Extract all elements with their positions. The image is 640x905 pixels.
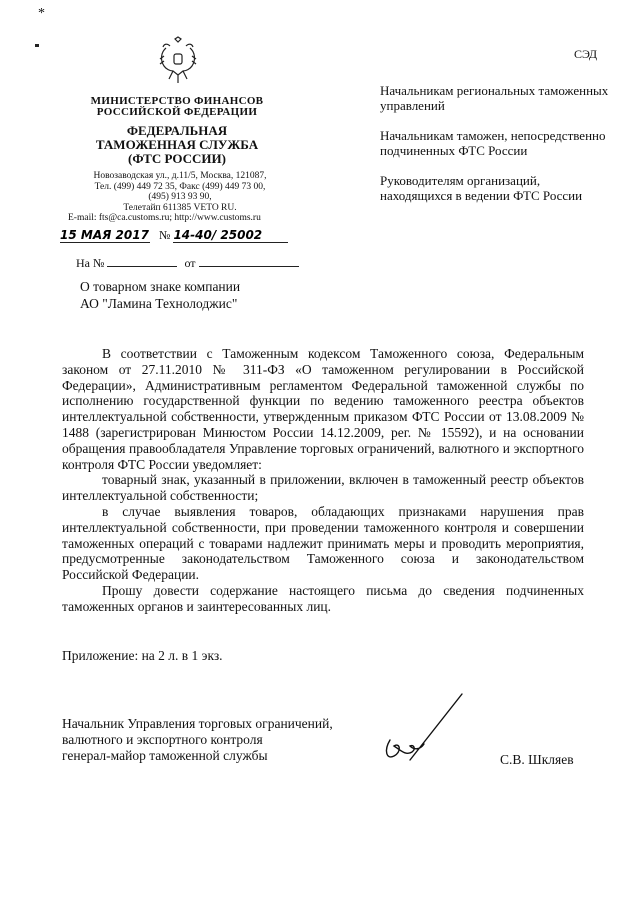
ministry-line1: МИНИСТЕРСТВО ФИНАНСОВ [90, 95, 264, 107]
from-label: от [184, 256, 196, 270]
body-paragraph-3: в случае выявления товаров, обладающих признаками нарушения прав интеллектуальной собственности, при проведении таможенного контроля и совершении таможенных операций с товарами надлежит принимать меры и проводить мероприятия, предусмотренные законодательством Таможенного союза и законодательством Российской Федерации. [62, 503, 584, 583]
service-line1: ФЕДЕРАЛЬНАЯ [126, 123, 228, 138]
recipients-block [380, 83, 610, 218]
phone-fax: Тел. (499) 449 72 35, Факс (499) 449 73 00, [94, 181, 266, 192]
contacts-block [60, 171, 300, 224]
address: Новозаводская ул., д.11/5, Москва, 121087, [93, 171, 267, 181]
subject-line2: АО "Ламина Технолоджис" [80, 296, 238, 311]
signatory-name: С.В. Шкляев [500, 752, 574, 767]
ministry-title [82, 96, 272, 118]
signatory-title-line2: валютного и экспортного контроля [62, 732, 263, 747]
phone2: (495) 913 93 90, [148, 192, 212, 202]
bullet-mark [35, 44, 39, 47]
number-label: № [159, 228, 171, 242]
service-line2: ТАМОЖЕННАЯ СЛУЖБА [95, 137, 259, 152]
recipient-3: Руководителям организаций, находящихся в ведении ФТС России [380, 173, 583, 203]
body-paragraph-4: Прошу довести содержание настоящего письма до сведения подчиненных таможенных органов и заинтересованных лиц. [62, 582, 584, 614]
recipient-2: Начальникам таможен, непосредственно подчиненных ФТС России [380, 128, 606, 158]
subject [80, 278, 310, 312]
signatory-title-line1: Начальник Управления торговых ограничений, [62, 716, 333, 731]
subject-line1: О товарном знаке компании [80, 279, 241, 294]
from-blank [199, 254, 299, 267]
recipient-1: Начальникам региональных таможенных управлений [380, 83, 609, 113]
on-number-blank [107, 254, 177, 267]
letter-number: 14-40/ 25002 [173, 228, 288, 243]
attachment-note: Приложение: на 2 л. в 1 экз. [62, 648, 223, 663]
corner-mark: * [38, 6, 45, 21]
double-headed-eagle-emblem-icon [158, 36, 198, 86]
sed-stamp: СЭД [574, 47, 598, 61]
letter-date: 15 МАЯ 2017 [60, 228, 149, 242]
letter-body [62, 346, 584, 615]
body-paragraph-1: В соответствии с Таможенным кодексом Таможенного союза, Федеральным законом от 27.11.2010 № 311-ФЗ «О таможенном регулировании в Российской Федерации», Административным регламентом Федеральной таможенной службы по исполнению государственной функции по ведению таможенного реестра объектов интеллектуальной собственности, утвержденным приказом ФТС России от 13.08.2009 № 1488 (зарегистрирован Минюстом России 14.12.2009, рег. № 15592), и на основании обращения правообладателя Управление торговых ограничений, валютного и экспортного контроля ФТС России уведомляет: [62, 346, 584, 472]
service-title [82, 124, 272, 166]
signatory-title [62, 716, 382, 764]
registration-line [60, 228, 310, 246]
teletype: Телетайп 611385 VETO RU. [123, 202, 237, 213]
ministry-line2: РОССИЙСКОЙ ФЕДЕРАЦИИ [96, 106, 258, 118]
email-web: E-mail: fts@ca.customs.ru; http://www.customs.ru [68, 213, 261, 223]
on-number-label: На № [76, 256, 105, 270]
service-line3: (ФТС РОССИИ) [128, 151, 226, 166]
reply-line [76, 254, 299, 271]
handwritten-signature-icon [370, 690, 470, 780]
signatory-title-line3: генерал-майор таможенной службы [62, 748, 268, 763]
body-paragraph-2: товарный знак, указанный в приложении, включен в таможенный реестр объектов интеллектуальной собственности; [62, 472, 584, 504]
